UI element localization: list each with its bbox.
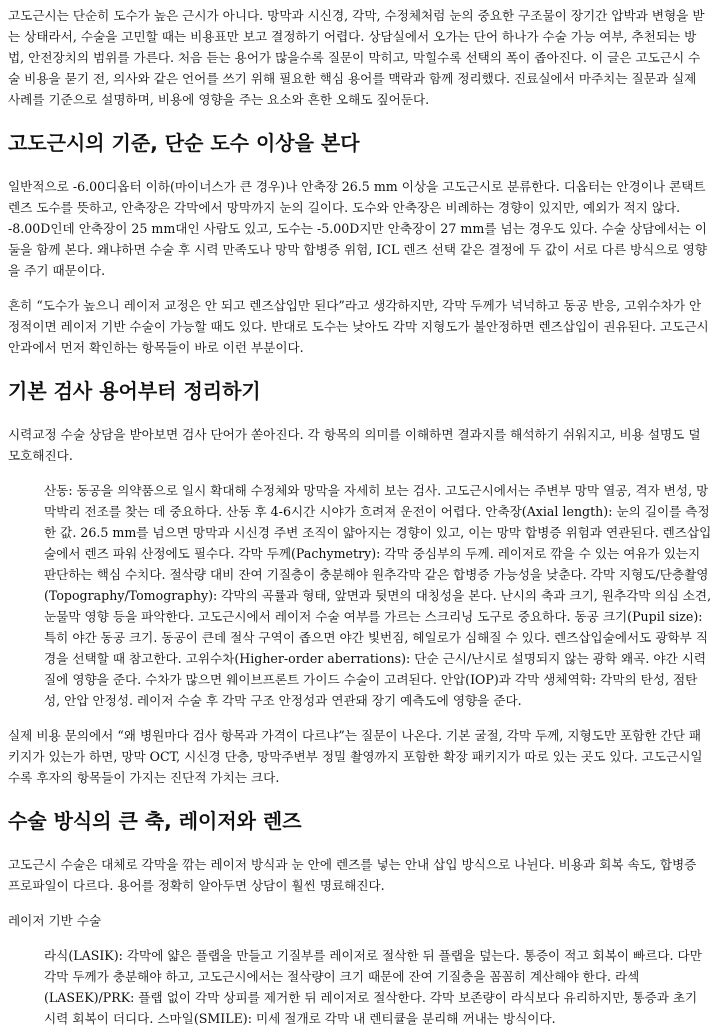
paragraph: 실제 비용 문의에서 “왜 병원마다 검사 항목과 가격이 다르냐”는 질문이 나온다. 기본 굴절, 각막 두께, 지형도만 포함한 간단 패키지가 있는가 하면, 망막 OCT, 시신경 단층, 망막주변부 정밀 촬영까지 포함한 확장 패키지가 따로 있는 곳도 있다. 고도근시일수록 후자의 항목들이 가지는 진단적 가치는 크다. bbox=[8, 728, 703, 785]
paragraph: 흔히 “도수가 높으니 레이저 교정은 안 되고 렌즈삽입만 된다”라고 생각하지만, 각막 두께가 넉넉하고 동공 반응, 고위수차가 안정적이면 레이저 기반 수술이 가능할 때도 있다. 반대로 도수는 낮아도 각막 지형도가 불안정하면 렌즈삽입이 권유된다. 고도근시 안과에서 먼저 확인하는 항목들이 바로 이런 부분이다. bbox=[8, 298, 709, 355]
laser-terms-blockquote: 라식(LASIK): 각막에 얇은 플랩을 만들고 기질부를 레이저로 절삭한 뒤 플랩을 덮는다. 통증이 적고 회복이 빠르다. 다만 각막 두께가 충분해야 하고, 고도근시에서는 절삭량이 크기 때문에 잔여 기질층을 꼼꼼히 계산해야 한다. 라섹(LASEK)/PRK: 플랩 없이 각막 상피를 제거한 뒤 레이저로 절삭한다. 각막 보존량이 라식보다 유리하지만, 통증과 초기 시력 회복이 더디다. 스마일(SMILE): 미세 절개로 각막 내 렌티큘을 분리해 꺼내는 방식이다. bbox=[44, 948, 702, 1026]
section-heading-criteria: 고도근시의 기준, 단순 도수 이상을 본다 bbox=[8, 131, 360, 155]
paragraph: 고도근시 수술은 대체로 각막을 깎는 레이저 방식과 눈 안에 렌즈를 넣는 안내 삽입 방식으로 나뉜다. 비용과 회복 속도, 합병증 프로파일이 다르다. 용어를 정확히 알아두면 상담이 훨씬 명료해진다. bbox=[8, 857, 697, 893]
paragraph: 시력교정 수술 상담을 받아보면 검사 단어가 쏟아진다. 각 항목의 의미를 이해하면 결과지를 해석하기 쉬워지고, 비용 설명도 덜 모호해진다. bbox=[8, 427, 701, 463]
section-heading-surgery-types: 수술 방식의 큰 축, 레이저와 렌즈 bbox=[8, 809, 302, 833]
subheading-laser: 레이저 기반 수술 bbox=[8, 913, 102, 928]
section-heading-exam-terms: 기본 검사 용어부터 정리하기 bbox=[8, 379, 261, 403]
paragraph: 일반적으로 -6.00디옵터 이하(마이너스가 큰 경우)나 안축장 26.5 mm 이상을 고도근시로 분류한다. 디옵터는 안경이나 콘택트렌즈 도수를 뜻하고, 안축장은 각막에서 망막까지 눈의 길이다. 도수와 안축장은 비례하는 경향이 있지만, 예외가 적지 않다. -8.00D인데 안축장이 25 mm대인 사람도 있고, 도수는 -5.00D지만 안축장이 27 mm를 넘는 경우도 있다. 수술 상담에서는 이 둘을 함께 본다. 왜냐하면 수술 후 시력 만족도나 망막 합병증 위험, ICL 렌즈 선택 같은 결정에 두 값이 서로 다른 방식으로 영향을 주기 때문이다. bbox=[8, 179, 707, 278]
intro-paragraph: 고도근시는 단순히 도수가 높은 근시가 아니다. 망막과 시신경, 각막, 수정체처럼 눈의 중요한 구조물이 장기간 압박과 변형을 받는 상태라서, 수술을 고민할 때는 비용표만 보고 결정하기 어렵다. 상담실에서 오가는 단어 하나가 수술 가능 여부, 추천되는 방법, 안전장치의 범위를 가른다. 처음 듣는 용어가 많을수록 질문이 막히고, 막힐수록 선택의 폭이 좁아진다. 이 글은 고도근시 수술 비용을 묻기 전, 의사와 같은 언어를 쓰기 위해 필요한 핵심 용어를 맥락과 함께 정리했다. 진료실에서 마주치는 질문과 실제 사례를 기준으로 설명하며, 비용에 영향을 주는 요소와 흔한 오해도 짚어둔다. bbox=[8, 8, 705, 107]
exam-terms-blockquote: 산동: 동공을 의약품으로 일시 확대해 수정체와 망막을 자세히 보는 검사. 고도근시에서는 주변부 망막 열공, 격자 변성, 망막박리 전조를 찾는 데 중요하다. 산동 후 4-6시간 시야가 흐려져 운전이 어렵다. 안축장(Axial length): 눈의 길이를 측정한 값. 26.5 mm를 넘으면 망막과 시신경 주변 조직이 얇아지는 경향이 있고, 이는 망막 합병증 위험과 연관된다. 렌즈삽입술에서 렌즈 파워 산정에도 필수다. 각막 두께(Pachymetry): 각막 중심부의 두께. 레이저로 깎을 수 있는 여유가 있는지 판단하는 핵심 수치다. 절삭량 대비 잔여 기질층이 충분해야 원추각막 같은 합병증 가능성을 낮춘다. 각막 지형도/단층촬영(Topography/Tomography): 각막의 곡률과 형태, 앞면과 뒷면의 대칭성을 본다. 난시의 축과 크기, 원추각막 의심 소견, 눈물막 영향 등을 파악한다. 고도근시에서 레이저 수술 여부를 가르는 스크리닝 도구로 중요하다. 동공 크기(Pupil size): 특히 야간 동공 크기. 동공이 큰데 절삭 구역이 좁으면 야간 빛번짐, 헤일로가 심해질 수 있다. 렌즈삽입술에서도 광학부 직경을 선택할 때 참고한다. 고위수차(Higher-order aberrations): 단순 근시/난시로 설명되지 않는 광학 왜곡. 야간 시력 질에 영향을 준다. 수차가 많으면 웨이브프론트 가이드 수술이 고려된다. 안압(IOP)과 각막 생체역학: 각막의 탄성, 점탄성, 안압 안정성. 레이저 수술 후 각막 구조 안정성과 연관돼 장기 예측도에 영향을 준다. bbox=[44, 483, 712, 708]
